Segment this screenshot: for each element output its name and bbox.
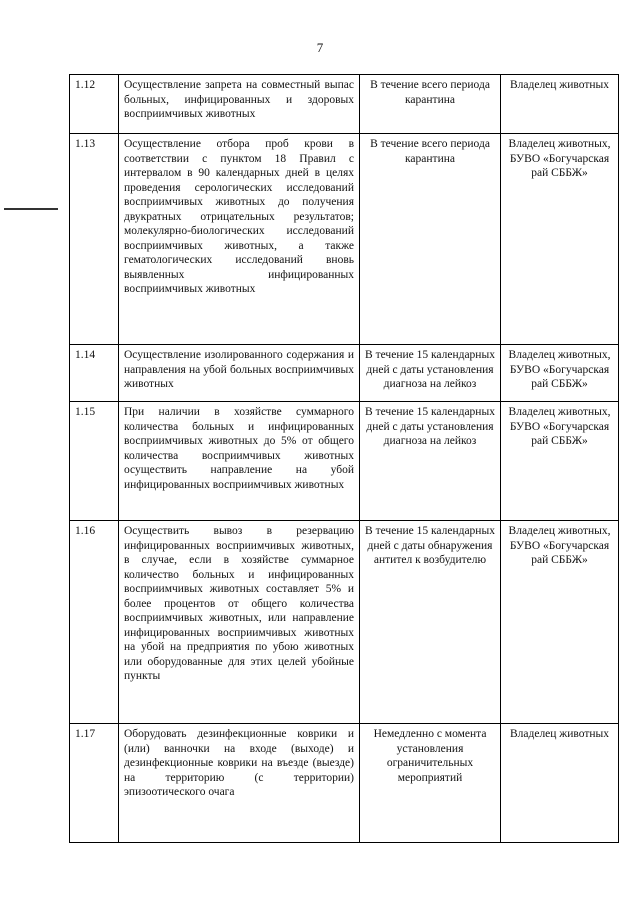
row-number: 1.15: [70, 402, 119, 521]
row-responsible: Владелец животных, БУВО «Богучарская рай СББЖ»: [501, 521, 619, 724]
row-action: Осуществление запрета на совместный выпас больных, инфицированных и здоровых восприимчивых животных: [119, 75, 360, 134]
table-row: [70, 402, 619, 521]
table-row: [70, 724, 619, 843]
table-row: [70, 521, 619, 724]
margin-scan-mark: [4, 208, 58, 210]
row-number: 1.17: [70, 724, 119, 843]
row-term: В течение 15 календарных дней с даты установления диагноза на лейкоз: [360, 345, 501, 402]
table-row: [70, 134, 619, 345]
table-row: [70, 75, 619, 134]
row-action: Осуществление изолированного содержания и направления на убой больных восприимчивых животных: [119, 345, 360, 402]
page-number: 7: [316, 40, 324, 55]
row-action: Осуществить вывоз в резервацию инфицированных восприимчивых животных, в случае, если в хозяйстве суммарное количество больных и инфицированных восприимчивых животных составляет 5% и более процентов от общего количества восприимчивых животных, или направление инфицированных восприимчивых животных на убой на предприятия по убою животных или оборудованные для этих целей убойные пункты: [119, 521, 360, 724]
row-responsible: Владелец животных, БУВО «Богучарская рай СББЖ»: [501, 345, 619, 402]
row-number: 1.13: [70, 134, 119, 345]
row-term: В течение всего периода карантина: [360, 75, 501, 134]
row-number: 1.16: [70, 521, 119, 724]
row-action: При наличии в хозяйстве суммарного количества больных и инфицированных восприимчивых животных до 5% от общего количества восприимчивых животных осуществить направление на убой инфицированных восприимчивых животных: [119, 402, 360, 521]
row-number: 1.12: [70, 75, 119, 134]
row-responsible: Владелец животных, БУВО «Богучарская рай СББЖ»: [501, 402, 619, 521]
row-term: В течение всего периода карантина: [360, 134, 501, 345]
row-responsible: Владелец животных, БУВО «Богучарская рай СББЖ»: [501, 134, 619, 345]
row-term: В течение 15 календарных дней с даты установления диагноза на лейкоз: [360, 402, 501, 521]
measures-table: [69, 74, 619, 843]
row-action: Осуществление отбора проб крови в соответствии с пунктом 18 Правил с интервалом в 90 календарных дней в целях проведения серологических исследований восприимчивых животных до получения двукратных отрицательных результатов; молекулярно-биологических исследований восприимчивых животных, а также гематологических исследований вновь выявленных инфицированных восприимчивых животных: [119, 134, 360, 345]
row-number: 1.14: [70, 345, 119, 402]
row-term: В течение 15 календарных дней с даты обнаружения антител к возбудителю: [360, 521, 501, 724]
row-responsible: Владелец животных: [501, 75, 619, 134]
row-action: Оборудовать дезинфекционные коврики и (или) ванночки на входе (выходе) и дезинфекционные коврики на въезде (выезде) на территорию (с территории) эпизоотического очага: [119, 724, 360, 843]
table-row: [70, 345, 619, 402]
row-term: Немедленно с момента установления ограничительных мероприятий: [360, 724, 501, 843]
row-responsible: Владелец животных: [501, 724, 619, 843]
